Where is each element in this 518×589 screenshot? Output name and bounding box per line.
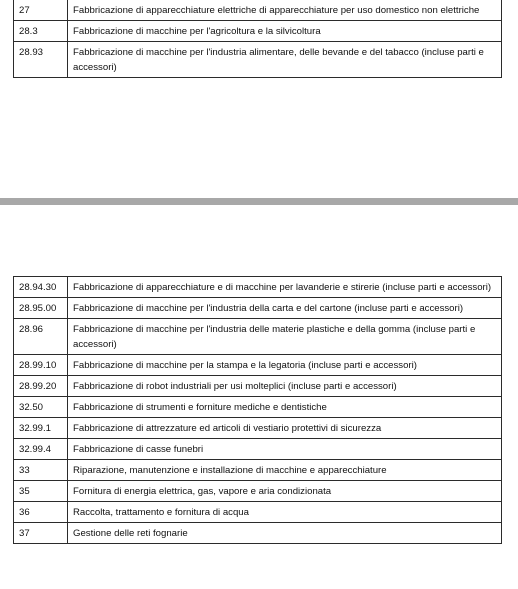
table-row <box>14 439 502 460</box>
code-cell: 32.99.4 <box>14 439 68 460</box>
code-cell: 35 <box>14 481 68 502</box>
page-separator <box>0 198 518 205</box>
code-cell: 28.96 <box>14 319 68 355</box>
description-cell: Fabbricazione di macchine per l'industria delle materie plastiche e della gomma (incluse parti e accessori) <box>68 319 502 355</box>
ateco-table-bottom <box>13 276 502 544</box>
table-row <box>14 502 502 523</box>
table-row <box>14 376 502 397</box>
code-cell: 33 <box>14 460 68 481</box>
table-row <box>14 298 502 319</box>
description-cell: Fabbricazione di attrezzature ed articoli di vestiario protettivi di sicurezza <box>68 418 502 439</box>
code-cell: 28.93 <box>14 42 68 78</box>
description-cell: Fornitura di energia elettrica, gas, vapore e aria condizionata <box>68 481 502 502</box>
description-cell: Gestione delle reti fognarie <box>68 523 502 544</box>
description-cell: Fabbricazione di macchine per l'industria alimentare, delle bevande e del tabacco (incluse parti e accessori) <box>68 42 502 78</box>
table-row <box>14 397 502 418</box>
table-row <box>14 481 502 502</box>
description-cell: Fabbricazione di strumenti e forniture mediche e dentistiche <box>68 397 502 418</box>
description-cell: Fabbricazione di macchine per l'agricoltura e la silvicoltura <box>68 21 502 42</box>
code-cell: 28.95.00 <box>14 298 68 319</box>
code-cell: 28.3 <box>14 21 68 42</box>
code-cell: 37 <box>14 523 68 544</box>
code-cell: 27 <box>14 0 68 21</box>
table-row <box>14 42 502 78</box>
code-cell: 32.50 <box>14 397 68 418</box>
ateco-table-top <box>13 0 502 78</box>
code-cell: 28.99.20 <box>14 376 68 397</box>
table-row <box>14 0 502 21</box>
description-cell: Fabbricazione di macchine per la stampa e la legatoria (incluse parti e accessori) <box>68 355 502 376</box>
code-cell: 28.94.30 <box>14 277 68 298</box>
code-cell: 36 <box>14 502 68 523</box>
table-row <box>14 21 502 42</box>
description-cell: Raccolta, trattamento e fornitura di acqua <box>68 502 502 523</box>
description-cell: Fabbricazione di macchine per l'industria della carta e del cartone (incluse parti e accessori) <box>68 298 502 319</box>
table-row <box>14 319 502 355</box>
description-cell: Riparazione, manutenzione e installazione di macchine e apparecchiature <box>68 460 502 481</box>
table-row <box>14 355 502 376</box>
description-cell: Fabbricazione di apparecchiature e di macchine per lavanderie e stirerie (incluse parti e accessori) <box>68 277 502 298</box>
table-row <box>14 523 502 544</box>
table-row <box>14 277 502 298</box>
table-row <box>14 460 502 481</box>
description-cell: Fabbricazione di robot industriali per usi molteplici (incluse parti e accessori) <box>68 376 502 397</box>
code-cell: 28.99.10 <box>14 355 68 376</box>
description-cell: Fabbricazione di apparecchiature elettriche di apparecchiature per uso domestico non elettriche <box>68 0 502 21</box>
table-row <box>14 418 502 439</box>
code-cell: 32.99.1 <box>14 418 68 439</box>
description-cell: Fabbricazione di casse funebri <box>68 439 502 460</box>
